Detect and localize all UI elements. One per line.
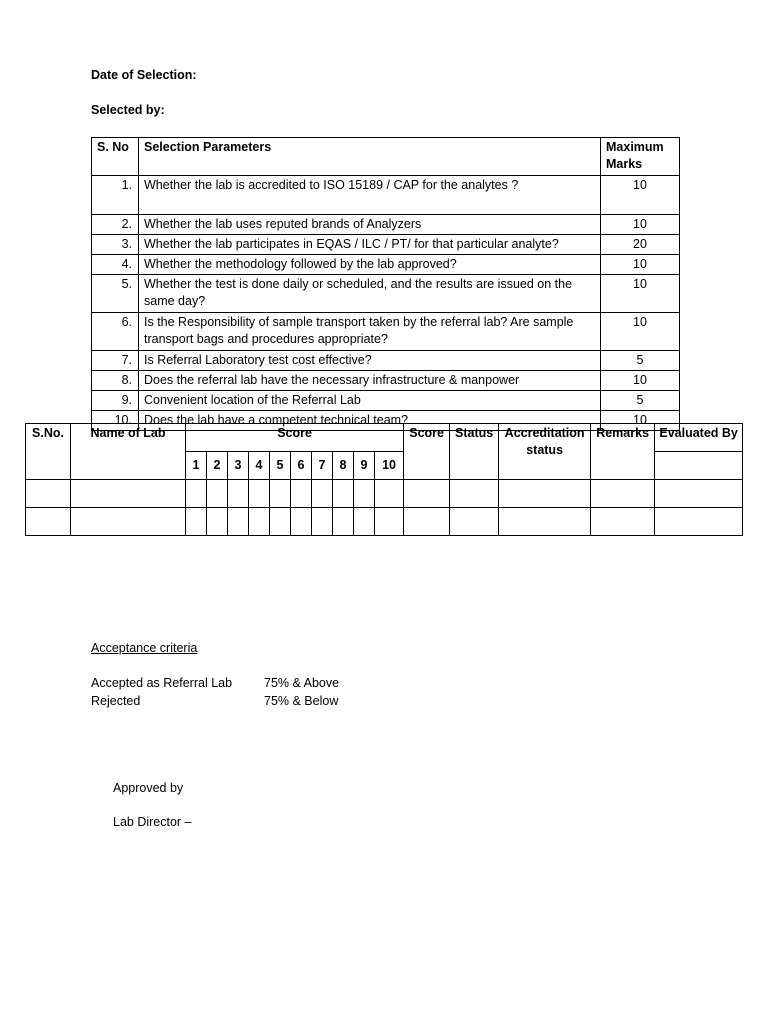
empty-cell[interactable] xyxy=(249,480,270,508)
selected-by-label: Selected by: xyxy=(91,103,165,117)
empty-cell[interactable] xyxy=(354,508,375,536)
row-parameter: Whether the lab uses reputed brands of Analyzers xyxy=(139,215,601,235)
row-sno: 8. xyxy=(92,371,139,391)
score-col-3: 3 xyxy=(228,452,249,480)
empty-cell[interactable] xyxy=(499,480,591,508)
table-row xyxy=(92,235,680,255)
table-row xyxy=(92,215,680,235)
table-row xyxy=(92,255,680,275)
header-name-of-lab: Name of Lab xyxy=(71,424,186,480)
empty-cell[interactable] xyxy=(270,508,291,536)
date-of-selection-label: Date of Selection: xyxy=(91,68,197,82)
row-sno: 4. xyxy=(92,255,139,275)
row-parameter: Convenient location of the Referral Lab xyxy=(139,391,601,411)
empty-cell[interactable] xyxy=(655,508,743,536)
score-col-6: 6 xyxy=(291,452,312,480)
row-parameter: Whether the lab is accredited to ISO 15189 / CAP for the analytes ? xyxy=(139,176,601,215)
header-sno: S.No. xyxy=(26,424,71,480)
header-score: Score xyxy=(404,424,450,480)
score-col-7: 7 xyxy=(312,452,333,480)
empty-cell[interactable] xyxy=(591,508,655,536)
row-max-marks: 5 xyxy=(601,391,680,411)
table-row xyxy=(92,391,680,411)
accepted-label: Accepted as Referral Lab xyxy=(91,676,233,690)
table-row xyxy=(92,351,680,371)
row-parameter: Whether the methodology followed by the lab approved? xyxy=(139,255,601,275)
empty-cell[interactable] xyxy=(207,508,228,536)
empty-cell[interactable] xyxy=(375,508,404,536)
row-max-marks: 5 xyxy=(601,351,680,371)
selection-parameters-table xyxy=(91,137,680,431)
row-max-marks: 10 xyxy=(601,176,680,215)
header-evaluated-by: Evaluated By xyxy=(655,424,743,452)
empty-cell[interactable] xyxy=(228,508,249,536)
empty-cell[interactable] xyxy=(333,508,354,536)
table-header-row xyxy=(92,138,680,176)
empty-cell[interactable] xyxy=(71,480,186,508)
header-status: Status xyxy=(450,424,499,480)
row-sno: 5. xyxy=(92,275,139,313)
table-row xyxy=(26,508,743,536)
empty-cell[interactable] xyxy=(207,480,228,508)
rejected-value: 75% & Below xyxy=(264,694,339,708)
row-parameter: Is Referral Laboratory test cost effective? xyxy=(139,351,601,371)
row-max-marks: 10 xyxy=(601,411,680,431)
row-max-marks: 20 xyxy=(601,235,680,255)
score-col-1: 1 xyxy=(186,452,207,480)
approved-by-label: Approved by xyxy=(113,781,184,795)
score-col-2: 2 xyxy=(207,452,228,480)
row-max-marks: 10 xyxy=(601,275,680,313)
row-sno: 3. xyxy=(92,235,139,255)
empty-cell[interactable] xyxy=(404,480,450,508)
table-row xyxy=(26,480,743,508)
empty-cell[interactable] xyxy=(71,508,186,536)
empty-cell[interactable] xyxy=(333,480,354,508)
header-score-group: Score xyxy=(186,424,404,452)
empty-cell[interactable] xyxy=(354,480,375,508)
empty-cell[interactable] xyxy=(655,480,743,508)
empty-cell[interactable] xyxy=(291,508,312,536)
row-sno: 9. xyxy=(92,391,139,411)
empty-cell[interactable] xyxy=(186,480,207,508)
eval-header-row xyxy=(26,424,743,452)
score-col-9: 9 xyxy=(354,452,375,480)
empty-cell[interactable] xyxy=(591,480,655,508)
row-max-marks: 10 xyxy=(601,255,680,275)
row-parameter: Is the Responsibility of sample transport taken by the referral lab? Are sample transport bags and procedures appropriate? xyxy=(139,313,601,351)
empty-cell[interactable] xyxy=(312,480,333,508)
empty-cell[interactable] xyxy=(499,508,591,536)
header-accreditation-status: Accreditation status xyxy=(499,424,591,480)
lab-evaluation-table xyxy=(25,423,743,536)
empty-cell[interactable] xyxy=(291,480,312,508)
header-remarks: Remarks xyxy=(591,424,655,480)
row-parameter: Does the referral lab have the necessary infrastructure & manpower xyxy=(139,371,601,391)
empty-cell[interactable] xyxy=(450,480,499,508)
table-row xyxy=(92,275,680,313)
empty-cell[interactable] xyxy=(312,508,333,536)
score-col-5: 5 xyxy=(270,452,291,480)
table-row xyxy=(92,313,680,351)
row-max-marks: 10 xyxy=(601,313,680,351)
evaluated-by-cell[interactable] xyxy=(655,452,743,480)
empty-cell[interactable] xyxy=(270,480,291,508)
empty-cell[interactable] xyxy=(186,508,207,536)
empty-cell[interactable] xyxy=(228,480,249,508)
row-sno: 10. xyxy=(92,411,139,431)
empty-cell[interactable] xyxy=(404,508,450,536)
lab-director-label: Lab Director – xyxy=(113,815,192,829)
empty-cell[interactable] xyxy=(375,480,404,508)
row-sno: 1. xyxy=(92,176,139,215)
row-sno: 7. xyxy=(92,351,139,371)
header-selection-parameters: Selection Parameters xyxy=(139,138,601,176)
table-row xyxy=(92,176,680,215)
row-sno: 2. xyxy=(92,215,139,235)
empty-cell[interactable] xyxy=(249,508,270,536)
score-col-4: 4 xyxy=(249,452,270,480)
empty-cell[interactable] xyxy=(450,508,499,536)
empty-cell[interactable] xyxy=(26,508,71,536)
score-col-8: 8 xyxy=(333,452,354,480)
empty-cell[interactable] xyxy=(26,480,71,508)
header-maximum-marks: Maximum Marks xyxy=(601,138,680,176)
acceptance-criteria-title: Acceptance criteria xyxy=(91,641,198,655)
score-col-10: 10 xyxy=(375,452,404,480)
accepted-value: 75% & Above xyxy=(264,676,340,690)
row-parameter: Does the lab have a competent technical team? xyxy=(139,411,601,431)
row-sno: 6. xyxy=(92,313,139,351)
row-parameter: Whether the lab participates in EQAS / ILC / PT/ for that particular analyte? xyxy=(139,235,601,255)
header-sno: S. No xyxy=(92,138,139,176)
row-max-marks: 10 xyxy=(601,215,680,235)
rejected-label: Rejected xyxy=(91,694,141,708)
row-parameter: Whether the test is done daily or scheduled, and the results are issued on the same day? xyxy=(139,275,601,313)
row-max-marks: 10 xyxy=(601,371,680,391)
table-row xyxy=(92,371,680,391)
